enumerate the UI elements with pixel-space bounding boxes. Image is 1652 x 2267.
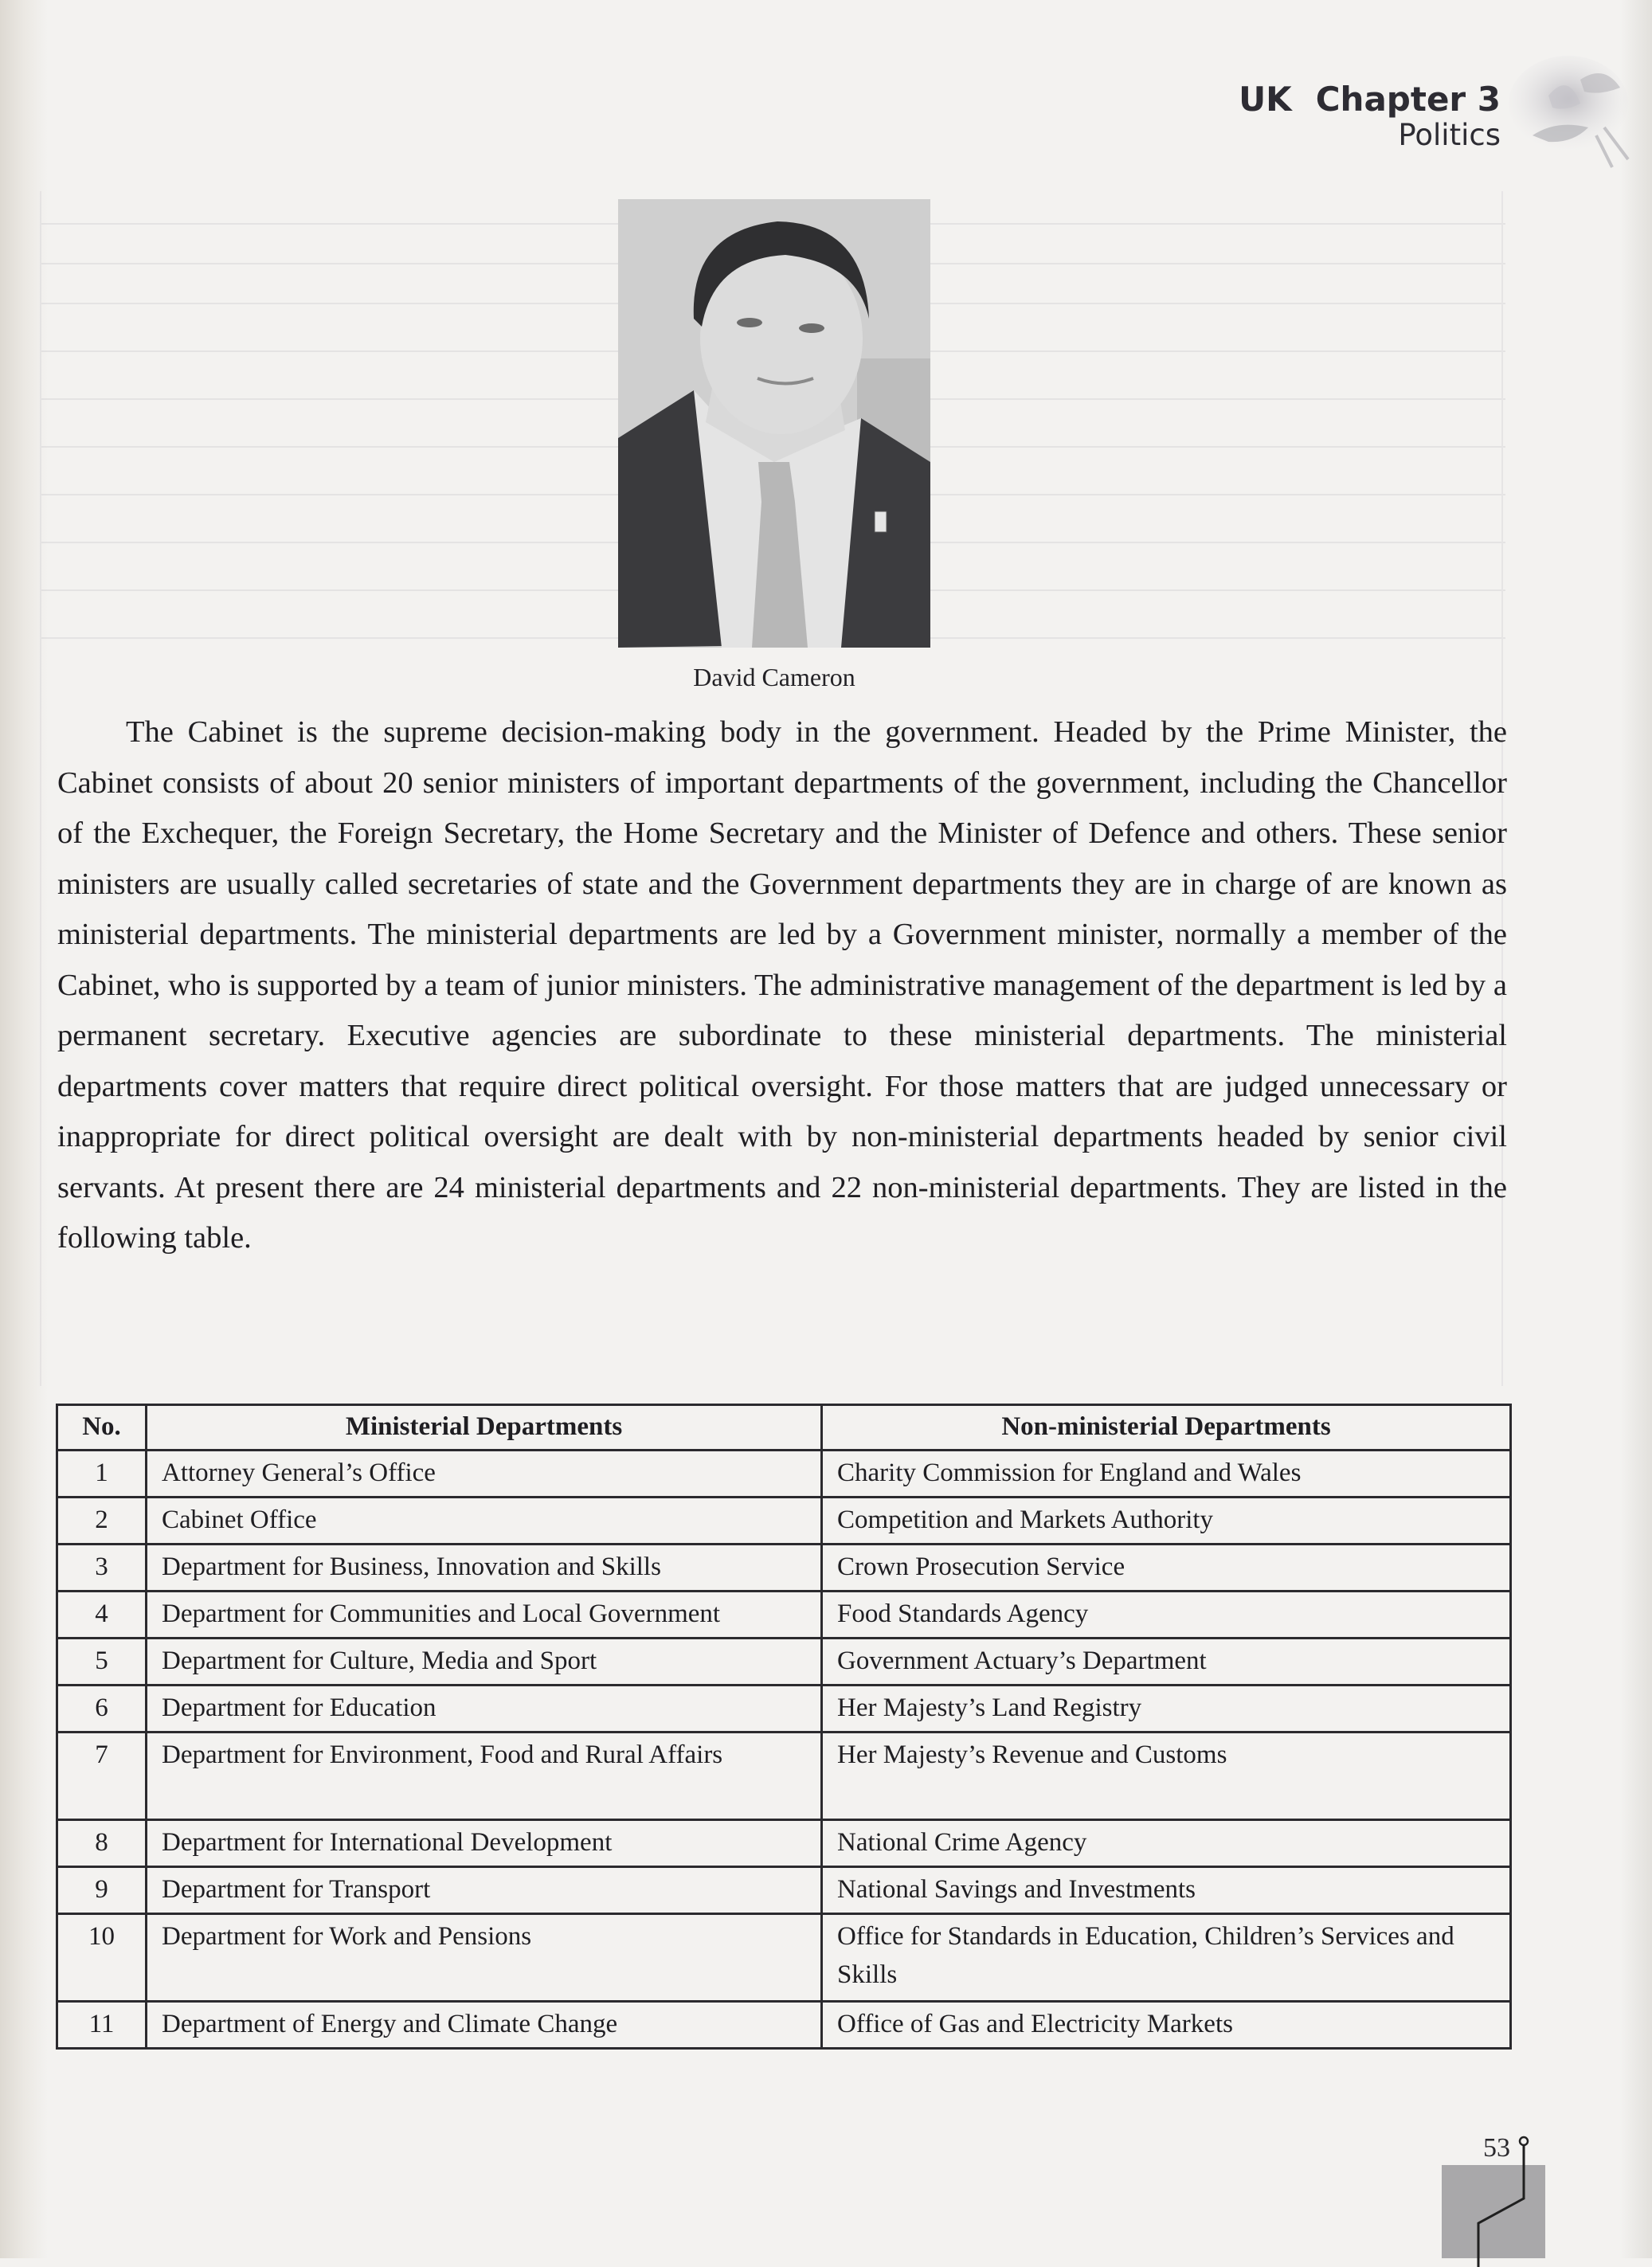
ministerial-department: Department for Work and Pensions [147, 1914, 822, 2002]
row-number: 9 [57, 1867, 147, 1914]
non-ministerial-department: Food Standards Agency [822, 1592, 1511, 1639]
chapter-header [1239, 80, 1501, 151]
column-header-no: No. [57, 1405, 147, 1451]
row-number: 2 [57, 1498, 147, 1545]
photo-caption: David Cameron [693, 663, 855, 691]
ministerial-department: Department for Transport [147, 1867, 822, 1914]
chapter-label: Chapter 3 [1315, 80, 1501, 119]
ministerial-department: Attorney General’s Office [147, 1451, 822, 1498]
portrait-photo [618, 199, 930, 648]
departments-table [56, 1404, 1512, 2050]
table-header-row [57, 1405, 1511, 1451]
non-ministerial-department: Competition and Markets Authority [822, 1498, 1511, 1545]
page-edge-shadow [1620, 0, 1652, 2258]
table-row [57, 1686, 1511, 1733]
ministerial-department: Department for International Development [147, 1820, 822, 1867]
portrait-icon [618, 199, 930, 648]
row-number: 8 [57, 1820, 147, 1867]
non-ministerial-department: Crown Prosecution Service [822, 1545, 1511, 1592]
body-text [57, 707, 1507, 1264]
column-header-ministerial: Ministerial Departments [147, 1405, 822, 1451]
ministerial-department: Department of Energy and Climate Change [147, 2002, 822, 2049]
non-ministerial-department: Charity Commission for England and Wales [822, 1451, 1511, 1498]
row-number: 7 [57, 1733, 147, 1820]
page-corner-tab [1442, 2165, 1545, 2258]
ministerial-department: Department for Education [147, 1686, 822, 1733]
row-number: 6 [57, 1686, 147, 1733]
non-ministerial-department: Her Majesty’s Land Registry [822, 1686, 1511, 1733]
page-binding-shadow [0, 0, 48, 2258]
row-number: 4 [57, 1592, 147, 1639]
ministerial-department: Department for Environment, Food and Rural Affairs [147, 1733, 822, 1820]
table-row [57, 1498, 1511, 1545]
table-row [57, 1451, 1511, 1498]
non-ministerial-department: Government Actuary’s Department [822, 1639, 1511, 1686]
row-number: 1 [57, 1451, 147, 1498]
table-row [57, 1867, 1511, 1914]
page-number: 53 [1483, 2133, 1510, 2163]
table-row [57, 1820, 1511, 1867]
non-ministerial-department: National Crime Agency [822, 1820, 1511, 1867]
flower-decoration-icon [1501, 48, 1636, 183]
ministerial-department: Department for Communities and Local Government [147, 1592, 822, 1639]
table-row [57, 1592, 1511, 1639]
non-ministerial-department: Office for Standards in Education, Children’s Services and Skills [822, 1914, 1511, 2002]
non-ministerial-department: Office of Gas and Electricity Markets [822, 2002, 1511, 2049]
table-row [57, 1733, 1511, 1820]
country-label: UK [1239, 80, 1292, 119]
column-header-non-ministerial: Non-ministerial Departments [822, 1405, 1511, 1451]
row-number: 10 [57, 1914, 147, 2002]
table-row [57, 2002, 1511, 2049]
ministerial-department: Department for Culture, Media and Sport [147, 1639, 822, 1686]
row-number: 11 [57, 2002, 147, 2049]
ministerial-department: Department for Business, Innovation and Skills [147, 1545, 822, 1592]
non-ministerial-department: Her Majesty’s Revenue and Customs [822, 1733, 1511, 1820]
ministerial-department: Cabinet Office [147, 1498, 822, 1545]
circuit-line-icon [1434, 2132, 1561, 2267]
table-row [57, 1639, 1511, 1686]
section-label: Politics [1398, 118, 1501, 152]
body-paragraph: The Cabinet is the supreme decision-making body in the government. Headed by the Prime Minister, the Cabinet consists of about 20 senior ministers of important departments of the government, including the Chancellor of the Exchequer, the Foreign Secretary, the Home Secretary and the Minister of Defence and others. These senior ministers are usually called secretaries of state and the Government departments they are in charge of are known as ministerial departments. The ministerial departments are led by a Government minister, normally a member of the Cabinet, who is supported by a team of junior ministers. The administrative management of the department is led by a permanent secretary. Executive agencies are subordinate to these ministerial departments. The ministerial departments cover matters that require direct political oversight. For those matters that are judged unnecessary or inappropriate for direct political oversight are dealt with by non-ministerial departments headed by senior civil servants. At present there are 24 ministerial departments and 22 non-ministerial departments. They are listed in the following table. [57, 715, 1507, 1255]
row-number: 3 [57, 1545, 147, 1592]
table-row [57, 1545, 1511, 1592]
table-row [57, 1914, 1511, 2002]
non-ministerial-department: National Savings and Investments [822, 1867, 1511, 1914]
row-number: 5 [57, 1639, 147, 1686]
